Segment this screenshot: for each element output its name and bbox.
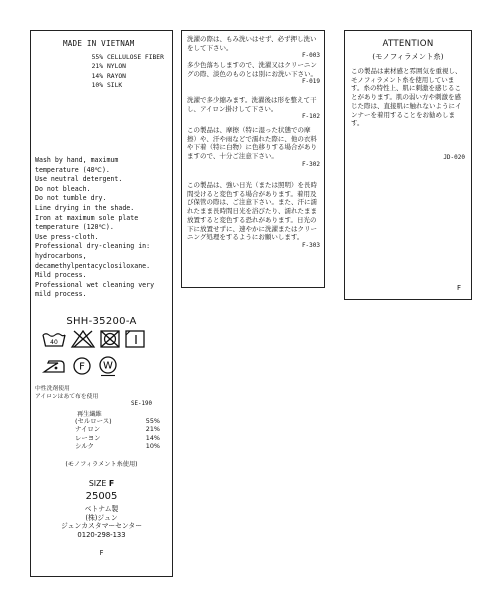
product-code: SHH-35200-A [66, 316, 137, 327]
care-line: temperature (40℃). [35, 165, 110, 174]
fiber-row: ナイロン 21% [75, 425, 160, 434]
warning-block: 多少色落ちしますので、洗濯又はクリーニングの際、淡色のものとは別にお洗い下さい。 F-019 [187, 61, 320, 86]
warning-block: 洗濯で多少縮みます。洗濯後は形を整えて干し、アイロン掛けして下さい。 F-102 [187, 96, 320, 121]
attention-subtitle: (モノフィラメント糸) [372, 52, 444, 61]
care-line: Mild process. [35, 271, 87, 280]
fiber-row: 21% NYLON [91, 63, 126, 71]
monofilament-note: (モノフィラメント糸使用) [65, 461, 138, 468]
label-footer: F [99, 549, 104, 557]
care-instructions-en [35, 156, 171, 300]
wet-clean-w-icon [97, 355, 119, 377]
attention-body: この製品は素材感と雰囲気を重視し、モノフィラメント糸を使用しています。糸の特性上、肌に刺激を感じることがあります。肌の弱い方や刺激を感じた際は、直接肌に触れないようにインナーを着用することをお勧めします。 [351, 67, 462, 128]
warning-block: 洗濯の際は、もみ洗いはせず、必ず押し洗いをして下さい。 F-003 [187, 35, 320, 60]
line-dry-shade-icon [124, 329, 146, 349]
care-label-warnings [181, 30, 325, 288]
care-line: Do not tumble dry. [35, 194, 107, 203]
iron-low-icon [41, 357, 67, 375]
svg-text:W: W [103, 360, 113, 372]
attention-code: JD-020 [443, 154, 465, 161]
maker-info: ベトナム製 (株)ジュン ジュンカスタマーセンター 0120-298-133 [60, 505, 143, 539]
care-line: mild process. [35, 290, 87, 299]
hand-wash-40-icon [41, 329, 67, 349]
fiber-row: レーヨン 14% [75, 433, 160, 442]
care-line: Professional dry-cleaning in: [35, 242, 151, 251]
care-line: Line drying in the shade. [35, 203, 135, 212]
care-line: Use neutral detergent. [35, 175, 123, 184]
fiber-row: 10% SILK [91, 81, 123, 89]
se-code: SE-190 [131, 401, 152, 407]
fiber-row: (セルロース) 55% [75, 417, 160, 425]
fiber-row: 14% RAYON [91, 72, 126, 80]
care-line: hydrocarbons, [35, 251, 87, 260]
care-label-main [30, 30, 173, 577]
jp-fiber-title: 再生繊維 [77, 411, 102, 418]
fiber-row: 55% CELLULOSE FIBER [91, 54, 164, 61]
care-line: Use press-cloth. [35, 232, 99, 241]
attention-label [344, 30, 472, 300]
size-text: SIZE F [88, 479, 115, 488]
care-line: decamethylpentacyclosiloxane. [35, 261, 151, 270]
svg-text:40: 40 [50, 339, 58, 346]
no-bleach-icon [70, 329, 96, 349]
care-line: Do not bleach. [35, 184, 91, 193]
item-number: 25005 [85, 491, 118, 502]
fiber-row: シルク 10% [75, 442, 160, 451]
label-footer: F [456, 284, 461, 292]
no-tumble-dry-icon [99, 329, 121, 349]
fiber-composition-jp [75, 417, 160, 451]
care-line: Wash by hand, maximum [35, 156, 119, 164]
svg-text:F: F [79, 361, 85, 373]
warning-block: この製品は、摩擦（特に湿った状態での摩擦）や、汗や雨などで濡れた際に、他の衣料や下着（特に白物）に色移りする場合がありますので、十分ご注意下さい。 F-302 [187, 126, 320, 168]
care-line: Iron at maximum sole plate [35, 213, 139, 222]
fiber-composition-en [83, 53, 164, 90]
dry-clean-f-icon [72, 356, 92, 376]
made-in-text: MADE IN VIETNAM [63, 39, 135, 48]
attention-title: ATTENTION [382, 39, 434, 49]
warning-block: この製品は、強い日光（または照明）を長時間受けると変色する場合があります。着用及び保管の際は、ご注意下さい。また、汗に濡れたまま長時間日光を浴びたり、濡れたまま放置すると変色する恐れがあります。日光の下に放置せずに、速やかに洗濯またはクリーニング処理をするようにお願いします。 F-303 [187, 181, 320, 249]
care-line: Professional wet cleaning very [35, 280, 155, 289]
jp-care-note: 中性洗剤使用 アイロンはあて布を使用 [35, 386, 99, 400]
care-line: temperature (120℃). [35, 223, 114, 232]
